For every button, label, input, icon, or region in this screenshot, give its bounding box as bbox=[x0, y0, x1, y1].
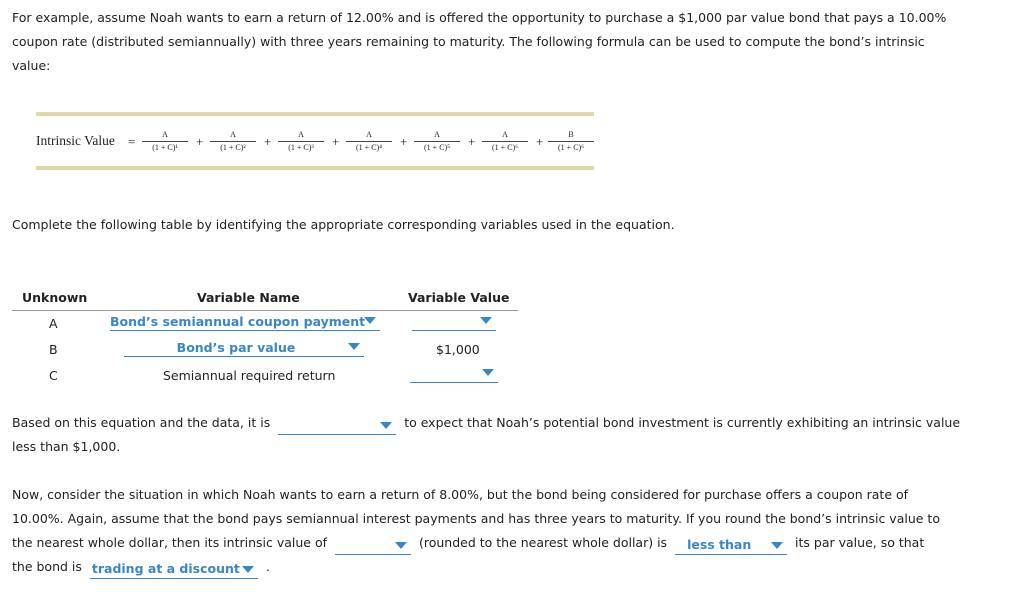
question-2-line-4a: the bond is bbox=[12, 559, 82, 574]
row-a-name-dropdown[interactable] bbox=[110, 312, 380, 331]
table-header-divider bbox=[12, 310, 518, 311]
equation-equals: = bbox=[128, 134, 136, 149]
row-c-value-dropdown[interactable] bbox=[410, 364, 498, 383]
equation-term-2: $\frac{A}{\text{(1 + C)²}}$ bbox=[210, 130, 256, 153]
bond-status-dropdown[interactable] bbox=[90, 560, 258, 579]
intro-line-2: coupon rate (distributed semiannually) with three years remaining to maturity. The following formula can be used to compute the bond’s intrinsic bbox=[12, 34, 925, 49]
row-a-unknown: A bbox=[49, 316, 58, 331]
header-variable-name: Variable Name bbox=[197, 290, 300, 305]
equation-plus: + bbox=[400, 134, 408, 149]
chevron-down-icon bbox=[242, 566, 254, 573]
chevron-down-icon bbox=[482, 369, 494, 376]
row-a-value-dropdown[interactable] bbox=[412, 312, 496, 331]
chevron-down-icon bbox=[771, 542, 783, 549]
question-1-after: to expect that Noah’s potential bond investment is currently exhibiting an intrinsic value bbox=[404, 415, 961, 430]
chevron-down-icon bbox=[380, 422, 392, 429]
comparison-dropdown[interactable] bbox=[675, 536, 787, 555]
row-b-unknown: B bbox=[49, 342, 58, 357]
equation-term-1: $\frac{A}{\text{(1 + C)¹}}$ bbox=[142, 130, 188, 153]
chevron-down-icon bbox=[480, 317, 492, 324]
question-1 bbox=[12, 411, 1012, 459]
question-1-line-2: less than $1,000. bbox=[12, 439, 121, 454]
question-2-line-3a: the nearest whole dollar, then its intrinsic value of bbox=[12, 535, 328, 550]
question-1-before: Based on this equation and the data, it is bbox=[12, 415, 271, 430]
question-2-line-4b: . bbox=[265, 559, 270, 574]
equation-plus: + bbox=[536, 134, 544, 149]
intro-line-3: value: bbox=[12, 58, 51, 73]
row-a-name-value: Bond’s semiannual coupon payment bbox=[110, 314, 366, 329]
equation-term-3: $\frac{A}{\text{(1 + C)³}}$ bbox=[278, 130, 324, 153]
question-2 bbox=[12, 483, 1012, 579]
equation-term-6: $\frac{A}{\text{(1 + C)⁶}}$ bbox=[482, 130, 528, 153]
intrinsic-value-dropdown[interactable] bbox=[335, 536, 411, 555]
equation-label: Intrinsic Value bbox=[36, 133, 115, 148]
chevron-down-icon bbox=[395, 542, 407, 549]
equation-plus: + bbox=[468, 134, 476, 149]
chevron-down-icon bbox=[348, 343, 360, 350]
row-b-name-dropdown[interactable] bbox=[124, 338, 364, 357]
comparison-dropdown-value: less than bbox=[687, 537, 752, 552]
expectation-dropdown[interactable] bbox=[278, 416, 396, 435]
header-variable-value: Variable Value bbox=[408, 290, 510, 305]
question-2-line-2: 10.00%. Again, assume that the bond pays semiannual interest payments and has three years to maturity. If you round the bond’s intrinsic value to bbox=[12, 511, 940, 526]
question-2-line-3b: (rounded to the nearest whole dollar) is bbox=[418, 535, 668, 550]
equation-box bbox=[36, 112, 594, 170]
equation-bottom-bar bbox=[36, 166, 594, 170]
question-2-line-3c: its par value, so that bbox=[795, 535, 925, 550]
equation-plus: + bbox=[264, 134, 272, 149]
equation-plus: + bbox=[332, 134, 340, 149]
row-c-unknown: C bbox=[49, 368, 58, 383]
equation-term-4: $\frac{A}{\text{(1 + C)⁴}}$ bbox=[346, 130, 392, 153]
table-instruction: Complete the following table by identifying the appropriate corresponding variables used in the equation. bbox=[12, 217, 675, 232]
equation-plus: + bbox=[196, 134, 204, 149]
question-2-line-1: Now, consider the situation in which Noah wants to earn a return of 8.00%, but the bond being considered for purchase offers a coupon rate of bbox=[12, 487, 909, 502]
equation-top-bar bbox=[36, 112, 594, 116]
row-b-name-value: Bond’s par value bbox=[176, 340, 296, 355]
intro-paragraph bbox=[12, 6, 1012, 78]
intro-line-1: For example, assume Noah wants to earn a return of 12.00% and is offered the opportunity to purchase a $1,000 par value bond that pays a 10.00% bbox=[12, 10, 947, 25]
equation-term-7: $\frac{B}{\text{(1 + C)⁶}}$ bbox=[548, 130, 594, 153]
equation-term-5: $\frac{A}{\text{(1 + C)⁵}}$ bbox=[414, 130, 460, 153]
chevron-down-icon bbox=[364, 317, 376, 324]
row-c-name: Semiannual required return bbox=[163, 368, 336, 383]
bond-status-dropdown-value: trading at a discount bbox=[91, 561, 240, 576]
row-b-value: $1,000 bbox=[436, 342, 480, 357]
header-unknown: Unknown bbox=[22, 290, 88, 305]
